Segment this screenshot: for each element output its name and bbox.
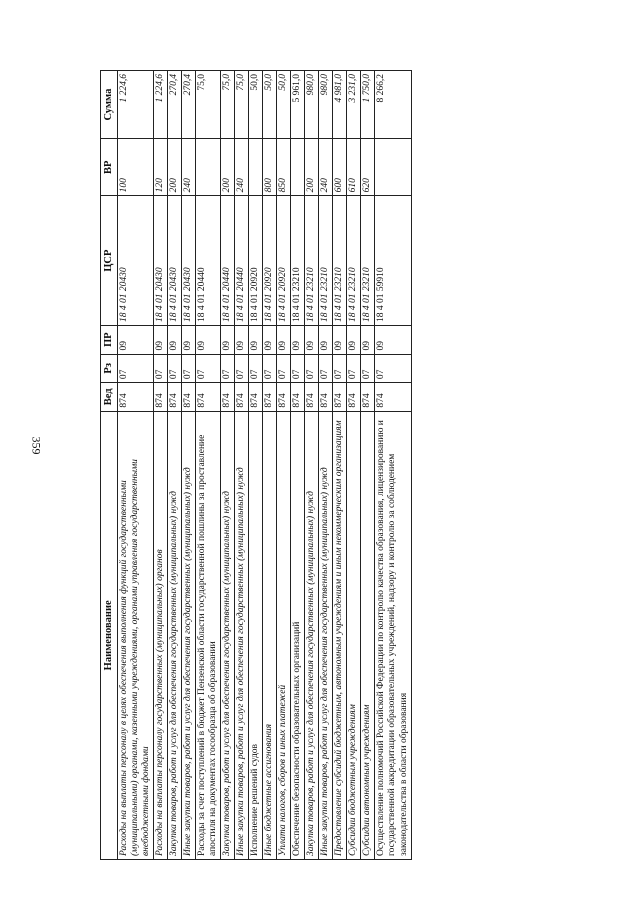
cell-name: Расходы за счет поступлений в бюджет Пензенской области государственной пошлины за проставление апостиля на документах госообразца об образовании	[196, 411, 221, 859]
cell-csr: 18 4 01 20920	[249, 196, 263, 326]
cell-ved: 874	[168, 383, 182, 412]
cell-rz: 07	[277, 354, 291, 383]
cell-csr: 18 4 01 20440	[235, 196, 249, 326]
cell-csr: 18 4 01 23210	[319, 196, 333, 326]
cell-name: Обеспечение безопасности образовательных организаций	[291, 411, 305, 859]
cell-sum: 8 266,2	[375, 71, 411, 139]
cell-vr: 610	[347, 139, 361, 196]
table-row	[333, 71, 347, 860]
cell-vr: 120	[154, 139, 168, 196]
cell-rz: 07	[235, 354, 249, 383]
table-row	[249, 71, 263, 860]
cell-sum: 5 961,0	[291, 71, 305, 139]
cell-name: Осуществление полномочий Российской Федерации по контролю качества образования, лицензированию и государственной аккредитации образовательных учреждений, надзору и контролю за соблюдением законодательства в области образования	[375, 411, 411, 859]
cell-name: Субсидии автономным учреждениям	[361, 411, 375, 859]
cell-sum: 1 224,6	[118, 71, 154, 139]
cell-name: Исполнение решений судов	[249, 411, 263, 859]
cell-sum: 75,0	[235, 71, 249, 139]
cell-vr: 240	[235, 139, 249, 196]
cell-csr: 18 4 01 20430	[154, 196, 168, 326]
budget-table	[100, 70, 412, 860]
cell-pr: 09	[319, 325, 333, 354]
cell-csr: 18 4 01 20440	[221, 196, 235, 326]
header-ved: Вед	[101, 383, 118, 412]
cell-pr: 09	[333, 325, 347, 354]
cell-rz: 07	[168, 354, 182, 383]
cell-rz: 07	[196, 354, 221, 383]
cell-sum: 270,4	[182, 71, 196, 139]
cell-csr: 18 4 01 23210	[347, 196, 361, 326]
cell-vr: 100	[118, 139, 154, 196]
cell-name: Иные закупки товаров, работ и услуг для обеспечения государственных (муниципальных) нужд	[182, 411, 196, 859]
table-row	[319, 71, 333, 860]
cell-ved: 874	[263, 383, 277, 412]
cell-vr: 600	[333, 139, 347, 196]
cell-pr: 09	[347, 325, 361, 354]
cell-csr: 18 4 01 20440	[196, 196, 221, 326]
cell-pr: 09	[249, 325, 263, 354]
cell-sum: 4 981,0	[333, 71, 347, 139]
cell-pr: 09	[361, 325, 375, 354]
cell-ved: 874	[277, 383, 291, 412]
table-row	[291, 71, 305, 860]
cell-rz: 07	[347, 354, 361, 383]
cell-vr	[291, 139, 305, 196]
cell-name: Расходы на выплаты персоналу в целях обеспечения выполнения функций государственными (муниципальными) органами, казенными учреждениями, органами управления государственными внебюджетными фондами	[118, 411, 154, 859]
cell-name: Закупка товаров, работ и услуг для обеспечения государственных (муниципальных) нужд	[221, 411, 235, 859]
cell-vr: 850	[277, 139, 291, 196]
cell-vr: 240	[182, 139, 196, 196]
cell-pr: 09	[291, 325, 305, 354]
cell-csr: 18 4 01 20920	[263, 196, 277, 326]
cell-csr: 18 4 01 23210	[333, 196, 347, 326]
cell-name: Иные закупки товаров, работ и услуг для обеспечения государственных (муниципальных) нужд	[235, 411, 249, 859]
cell-csr: 18 4 01 20920	[277, 196, 291, 326]
cell-sum: 270,4	[168, 71, 182, 139]
cell-name: Закупка товаров, работ и услуг для обеспечения государственных (муниципальных) нужд	[305, 411, 319, 859]
cell-sum: 50,0	[249, 71, 263, 139]
cell-csr: 18 4 01 20430	[118, 196, 154, 326]
cell-rz: 07	[249, 354, 263, 383]
cell-ved: 874	[361, 383, 375, 412]
cell-name: Уплата налогов, сборов и иных платежей	[277, 411, 291, 859]
table-row	[305, 71, 319, 860]
header-name: Наименование	[101, 411, 118, 859]
cell-name: Предоставление субсидий бюджетным, автономным учреждениям и иным некоммерческим организациям	[333, 411, 347, 859]
cell-ved: 874	[347, 383, 361, 412]
table-row	[235, 71, 249, 860]
cell-pr: 09	[235, 325, 249, 354]
cell-sum: 3 231,0	[347, 71, 361, 139]
cell-vr: 800	[263, 139, 277, 196]
cell-rz: 07	[319, 354, 333, 383]
cell-pr: 09	[168, 325, 182, 354]
cell-rz: 07	[182, 354, 196, 383]
table-row	[263, 71, 277, 860]
cell-csr: 18 4 01 20430	[168, 196, 182, 326]
cell-vr	[196, 139, 221, 196]
cell-rz: 07	[118, 354, 154, 383]
cell-ved: 874	[235, 383, 249, 412]
table-row	[361, 71, 375, 860]
cell-name: Иные закупки товаров, работ и услуг для обеспечения государственных (муниципальных) нужд	[319, 411, 333, 859]
cell-vr	[249, 139, 263, 196]
cell-name: Субсидии бюджетным учреждениям	[347, 411, 361, 859]
table-row	[182, 71, 196, 860]
cell-rz: 07	[263, 354, 277, 383]
cell-sum: 50,0	[263, 71, 277, 139]
table-row	[221, 71, 235, 860]
cell-name: Расходы на выплаты персоналу государственных (муниципальных) органов	[154, 411, 168, 859]
cell-ved: 874	[118, 383, 154, 412]
table-row	[168, 71, 182, 860]
header-rz: Рз	[101, 354, 118, 383]
header-csr: ЦСР	[101, 196, 118, 326]
cell-ved: 874	[182, 383, 196, 412]
cell-pr: 09	[263, 325, 277, 354]
cell-vr: 200	[168, 139, 182, 196]
cell-sum: 75,0	[221, 71, 235, 139]
cell-rz: 07	[305, 354, 319, 383]
cell-pr: 09	[196, 325, 221, 354]
cell-csr: 18 4 01 59910	[375, 196, 411, 326]
cell-sum: 50,0	[277, 71, 291, 139]
table-body	[118, 71, 411, 860]
table-row	[277, 71, 291, 860]
cell-pr: 09	[305, 325, 319, 354]
header-pr: ПР	[101, 325, 118, 354]
cell-rz: 07	[291, 354, 305, 383]
cell-sum: 980,0	[319, 71, 333, 139]
table-row	[347, 71, 361, 860]
cell-name: Закупка товаров, работ и услуг для обеспечения государственных (муниципальных) нужд	[168, 411, 182, 859]
page-number: 359	[29, 436, 44, 455]
cell-vr: 240	[319, 139, 333, 196]
table-header-row	[101, 71, 118, 860]
cell-rz: 07	[361, 354, 375, 383]
cell-pr: 09	[182, 325, 196, 354]
cell-ved: 874	[291, 383, 305, 412]
cell-name: Иные бюджетные ассигнования	[263, 411, 277, 859]
cell-ved: 874	[249, 383, 263, 412]
table-row	[196, 71, 221, 860]
cell-vr	[375, 139, 411, 196]
cell-sum: 1 224,6	[154, 71, 168, 139]
cell-ved: 874	[154, 383, 168, 412]
header-vr: ВР	[101, 139, 118, 196]
cell-rz: 07	[221, 354, 235, 383]
table-row	[118, 71, 154, 860]
header-sum: Сумма	[101, 71, 118, 139]
cell-pr: 09	[375, 325, 411, 354]
cell-rz: 07	[375, 354, 411, 383]
table-row	[154, 71, 168, 860]
cell-ved: 874	[196, 383, 221, 412]
cell-vr: 200	[305, 139, 319, 196]
rotated-table-container	[100, 70, 540, 860]
cell-ved: 874	[305, 383, 319, 412]
cell-ved: 874	[375, 383, 411, 412]
cell-ved: 874	[333, 383, 347, 412]
table-row	[375, 71, 411, 860]
cell-csr: 18 4 01 23210	[361, 196, 375, 326]
cell-csr: 18 4 01 20430	[182, 196, 196, 326]
cell-vr: 200	[221, 139, 235, 196]
cell-ved: 874	[319, 383, 333, 412]
cell-pr: 09	[221, 325, 235, 354]
cell-pr: 09	[118, 325, 154, 354]
cell-pr: 09	[277, 325, 291, 354]
cell-csr: 18 4 01 23210	[305, 196, 319, 326]
cell-csr: 18 4 01 23210	[291, 196, 305, 326]
cell-ved: 874	[221, 383, 235, 412]
cell-rz: 07	[154, 354, 168, 383]
table-header	[101, 71, 118, 860]
cell-vr: 620	[361, 139, 375, 196]
cell-sum: 980,0	[305, 71, 319, 139]
cell-sum: 1 750,0	[361, 71, 375, 139]
cell-sum: 75,0	[196, 71, 221, 139]
cell-pr: 09	[154, 325, 168, 354]
cell-rz: 07	[333, 354, 347, 383]
